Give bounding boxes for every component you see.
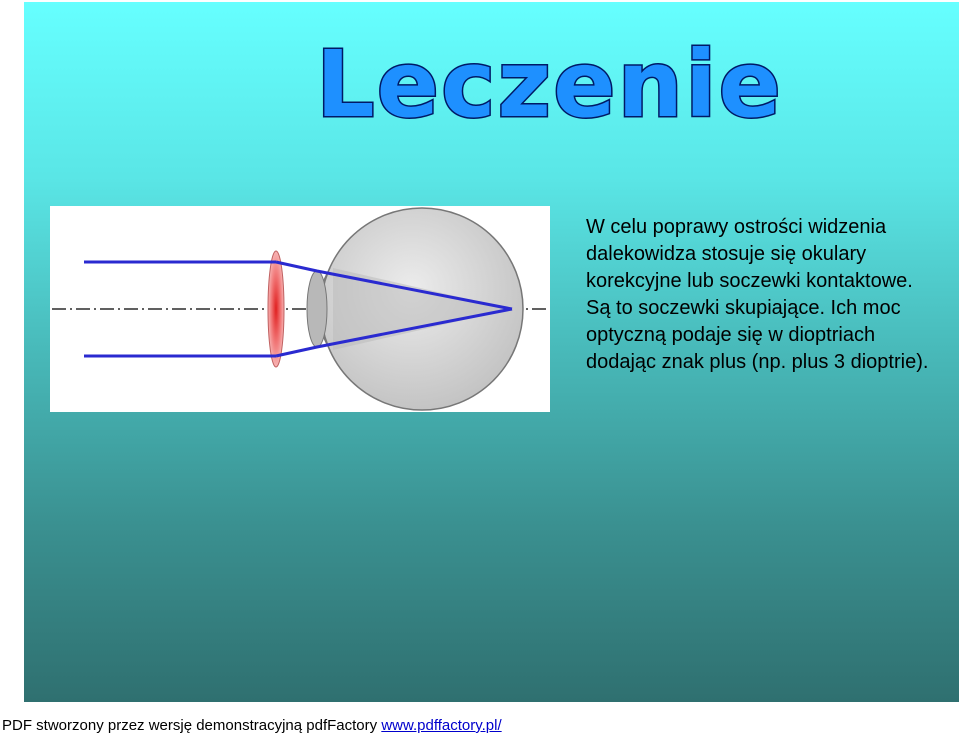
pdf-footer xyxy=(2,716,502,736)
footer-text: PDF stworzony przez wersję demonstracyjną pdfFactory xyxy=(2,717,378,734)
eye-diagram-figure xyxy=(50,206,550,412)
slide xyxy=(24,2,959,702)
corrective-lens xyxy=(268,251,284,367)
slide-body-text: W celu poprawy ostrości widzenia dalekowidza stosuje się okulary korekcyjne lub soczewki kontaktowe. Są to soczewki skupiające. Ich moc optyczną podaje się w dioptriach dodając znak plus (np. plus 3 dioptrie). xyxy=(586,216,929,373)
footer-link[interactable]: www.pdffactory.pl/ xyxy=(381,717,502,734)
eye-diagram-icon xyxy=(50,206,550,412)
slide-title: Leczenie xyxy=(316,31,783,138)
eye-lens xyxy=(307,271,327,347)
